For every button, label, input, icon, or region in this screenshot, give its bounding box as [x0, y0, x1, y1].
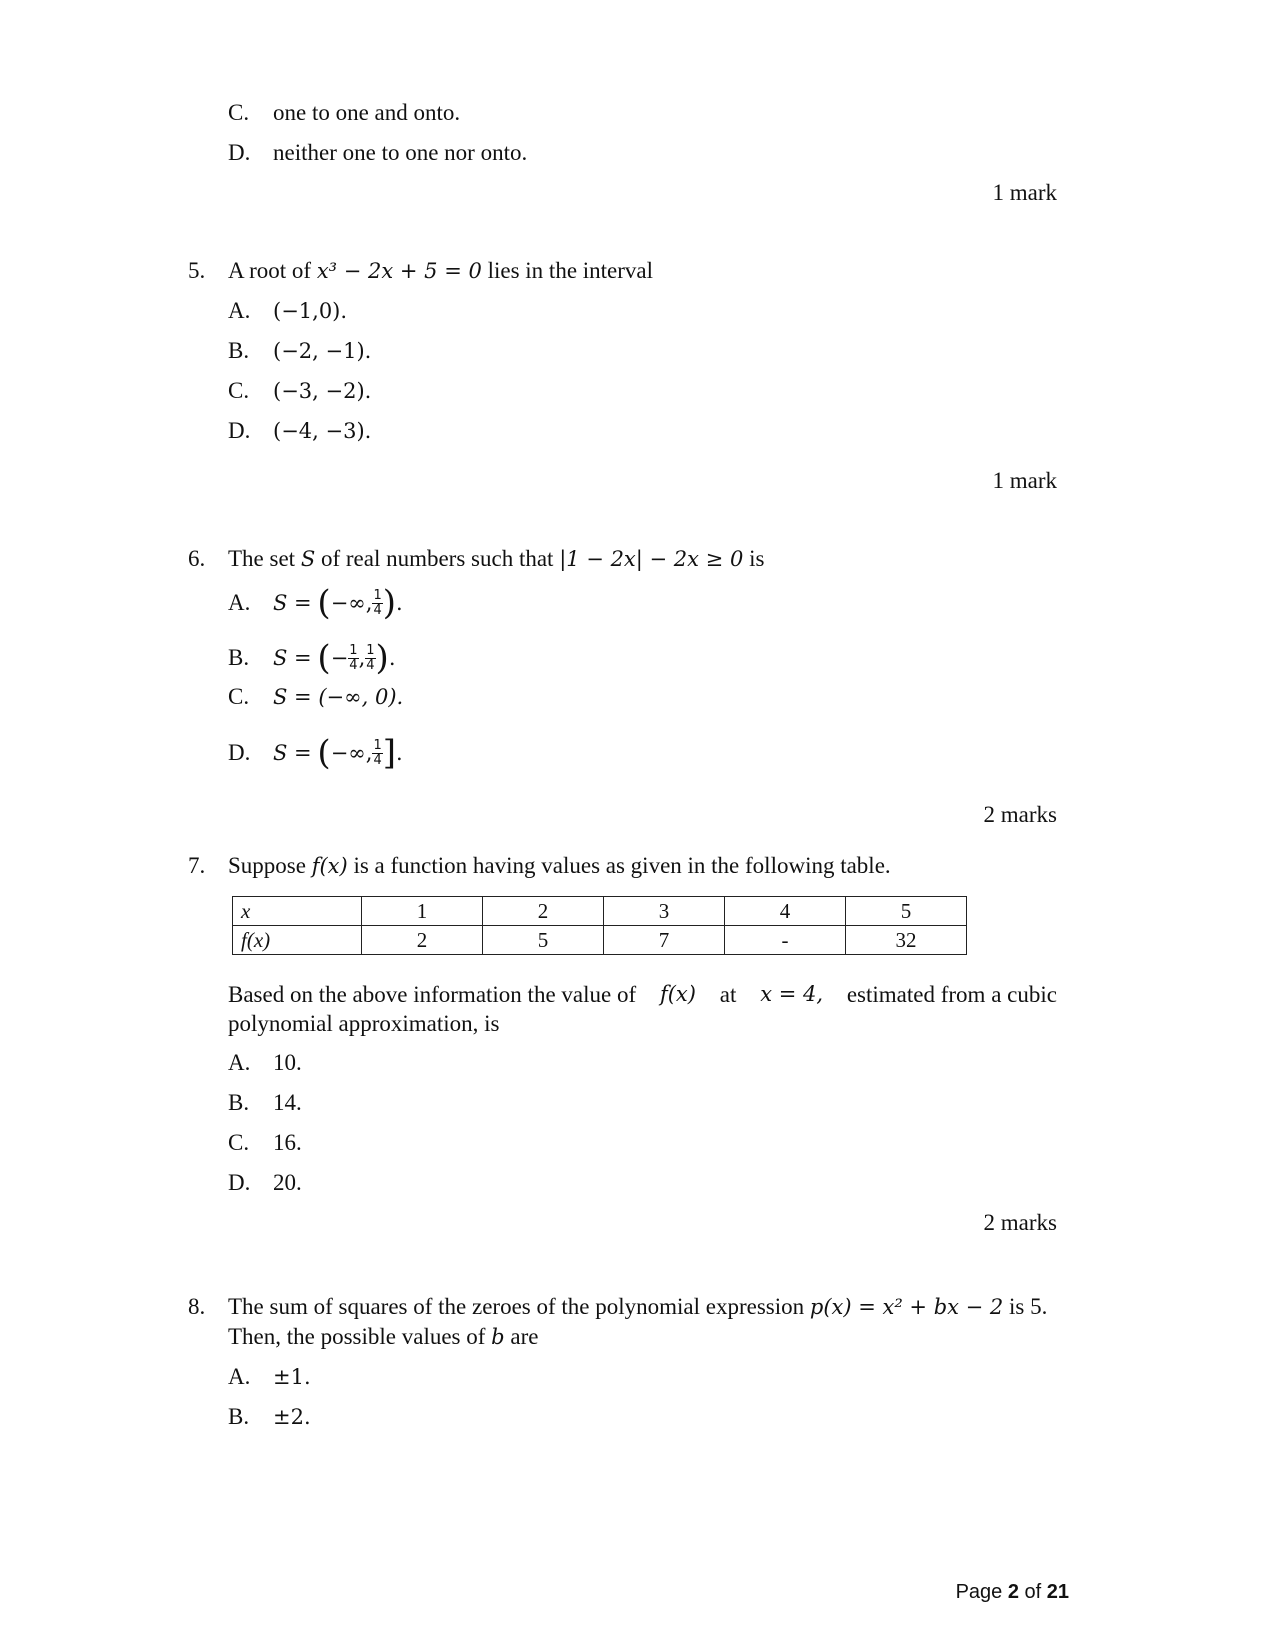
q7-stem: Suppose f(x) is a function having values as given in the following table.	[228, 853, 891, 878]
table-cell: 1	[362, 897, 483, 926]
q5-option-c: C. (−3, −2).	[228, 378, 372, 403]
q6-stem: The set S of real numbers such that |1 − 2x| − 2x ≥ 0 is	[228, 546, 765, 571]
q7-option-d: D. 20.	[228, 1170, 302, 1195]
q5-option-b: B. (−2, −1).	[228, 338, 372, 363]
q6-number: 6.	[188, 546, 206, 571]
table-cell: 5	[483, 926, 604, 955]
fraction: $\frac{1}{4}$	[366, 642, 375, 673]
q7-marks: 2 marks	[983, 1210, 1057, 1235]
q8-option-b: B. ±2.	[228, 1404, 311, 1429]
function-values-table	[232, 896, 967, 955]
q6-option-c: C. S = (−∞, 0).	[228, 684, 404, 709]
table-cell: 2	[483, 897, 604, 926]
table-cell: 32	[846, 926, 967, 955]
q7-option-a: A. 10.	[228, 1050, 302, 1075]
q6-marks: 2 marks	[983, 802, 1057, 827]
q6-inequality: |1 − 2x| − 2x ≥ 0	[559, 547, 744, 571]
table-header-fx: f(x)	[233, 926, 362, 955]
fraction: $\frac{1}{4}$	[373, 587, 382, 618]
q4-option-c: C. one to one and onto.	[228, 100, 461, 125]
table-cell: -	[725, 926, 846, 955]
q5-option-a: A. (−1,0).	[228, 298, 348, 323]
q7-paragraph-line1: Based on the above information the value of f(x) at x = 4, estimated from a cubic	[228, 982, 1057, 1007]
table-cell: 5	[846, 897, 967, 926]
table-cell: 4	[725, 897, 846, 926]
q7-paragraph-line2: polynomial approximation, is	[228, 1011, 500, 1036]
table-cell: 7	[604, 926, 725, 955]
q8-option-a: A. ±1.	[228, 1364, 311, 1389]
q8-polynomial: p(x) = x² + bx − 2	[809, 1295, 1004, 1319]
q7-number: 7.	[188, 853, 206, 878]
table-cell: 2	[362, 926, 483, 955]
q8-line1: The sum of squares of the zeroes of the polynomial expression p(x) = x² + bx − 2 is 5.	[228, 1294, 1048, 1319]
q7-option-c: C. 16.	[228, 1130, 302, 1155]
page-number: Page 2 of 21	[955, 1581, 1069, 1603]
q5-option-d: D. (−4, −3).	[228, 418, 372, 443]
q7-option-b: B. 14.	[228, 1090, 302, 1115]
q5-number: 5.	[188, 258, 206, 283]
q6-option-a: A. S = ( −∞, $\frac{1}{4}$ ) .	[228, 583, 403, 623]
q8-number: 8.	[188, 1294, 206, 1319]
q5-stem: A root of x³ − 2x + 5 = 0 lies in the interval	[228, 258, 654, 283]
q5-equation: x³ − 2x + 5 = 0	[316, 259, 482, 283]
q5-marks: 1 mark	[992, 468, 1057, 493]
q4-option-d: D. neither one to one nor onto.	[228, 140, 528, 165]
fraction: $\frac{1}{4}$	[349, 642, 358, 673]
table-cell: 3	[604, 897, 725, 926]
table-header-x: x	[233, 897, 362, 926]
fraction: $\frac{1}{4}$	[373, 737, 382, 768]
q8-line2: Then, the possible values of b are	[228, 1324, 539, 1349]
q4-marks: 1 mark	[992, 180, 1057, 205]
table-row-fx	[233, 926, 967, 955]
q6-option-b: B. S = ( − $\frac{1}{4}$ , $\frac{1}{4}$ ) .	[228, 638, 396, 678]
table-row-x	[233, 897, 967, 926]
q6-option-d: D. S = ( −∞, $\frac{1}{4}$ ] .	[228, 733, 403, 773]
